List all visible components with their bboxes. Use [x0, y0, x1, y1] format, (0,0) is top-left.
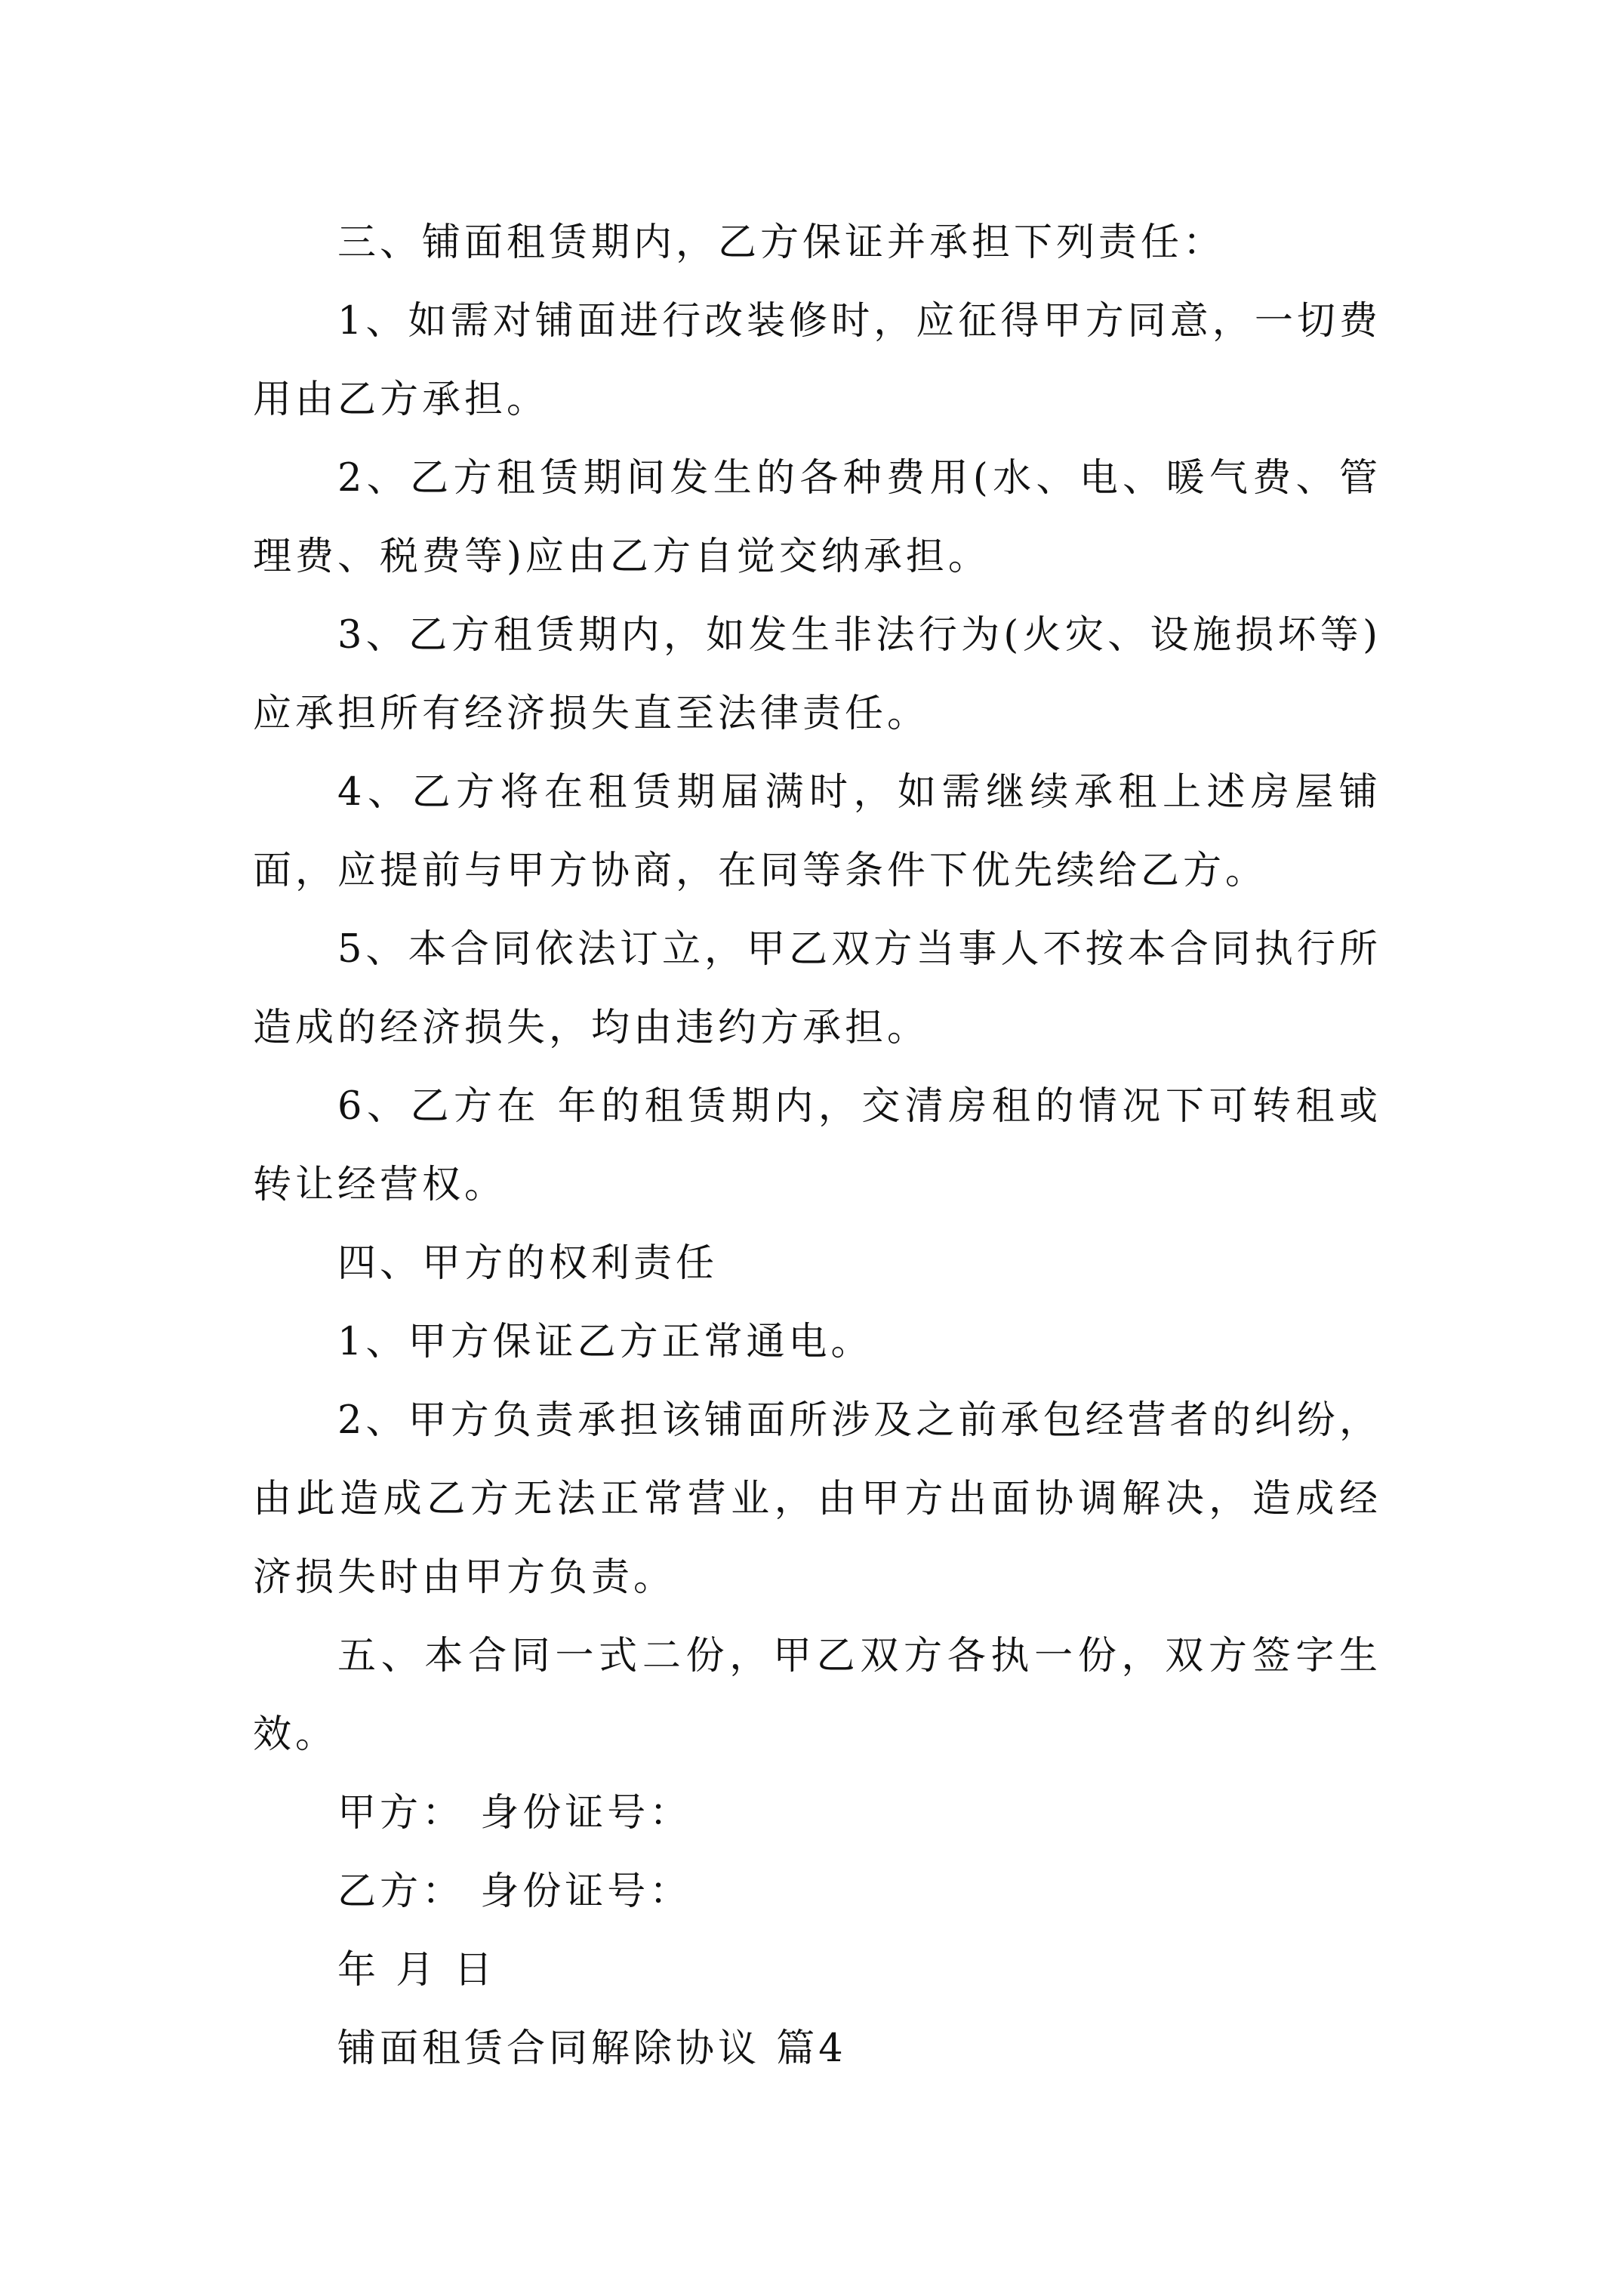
clause-3-1: 1、如需对铺面进行改装修时，应征得甲方同意，一切费用由乙方承担。 — [253, 299, 1381, 422]
clause-3-4: 4、乙方将在租赁期届满时，如需继续承租上述房屋铺面，应提前与甲方协商，在同等条件下优先续给乙方。 — [253, 770, 1381, 893]
clause-3-5: 5、本合同依法订立，甲乙双方当事人不按本合同执行所造成的经济损失，均由违约方承担。 — [253, 927, 1381, 1050]
section-5-heading: 五、本合同一式二份，甲乙双方各执一份，双方签字生效。 — [253, 1634, 1381, 1757]
next-article-title: 铺面租赁合同解除协议 篇4 — [337, 2026, 847, 2071]
party-a-signature-line: 甲方： 身份证号： — [337, 1791, 692, 1835]
clause-4-1: 1、甲方保证乙方正常通电。 — [337, 1320, 873, 1364]
clause-3-6: 6、乙方在 年的租赁期内，交清房租的情况下可转租或转让经营权。 — [253, 1084, 1381, 1207]
clause-4-2: 2、甲方负责承担该铺面所涉及之前承包经营者的纠纷，由此造成乙方无法正常营业，由甲方出面协调解决，造成经济损失时由甲方负责。 — [253, 1398, 1381, 1600]
clause-3-3: 3、乙方租赁期内，如发生非法行为(火灾、设施损坏等)应承担所有经济损失直至法律责任。 — [253, 613, 1381, 736]
section-3-heading: 三、铺面租赁期内，乙方保证并承担下列责任： — [337, 220, 1226, 265]
date-line: 年 月 日 — [337, 1948, 497, 1992]
section-4-heading: 四、甲方的权利责任 — [337, 1241, 719, 1286]
document-body — [253, 204, 1381, 2088]
party-b-signature-line: 乙方： 身份证号： — [337, 1869, 692, 1914]
clause-3-2: 2、乙方租赁期间发生的各种费用(水、电、暖气费、管理费、税费等)应由乙方自觉交纳承担。 — [253, 456, 1381, 579]
